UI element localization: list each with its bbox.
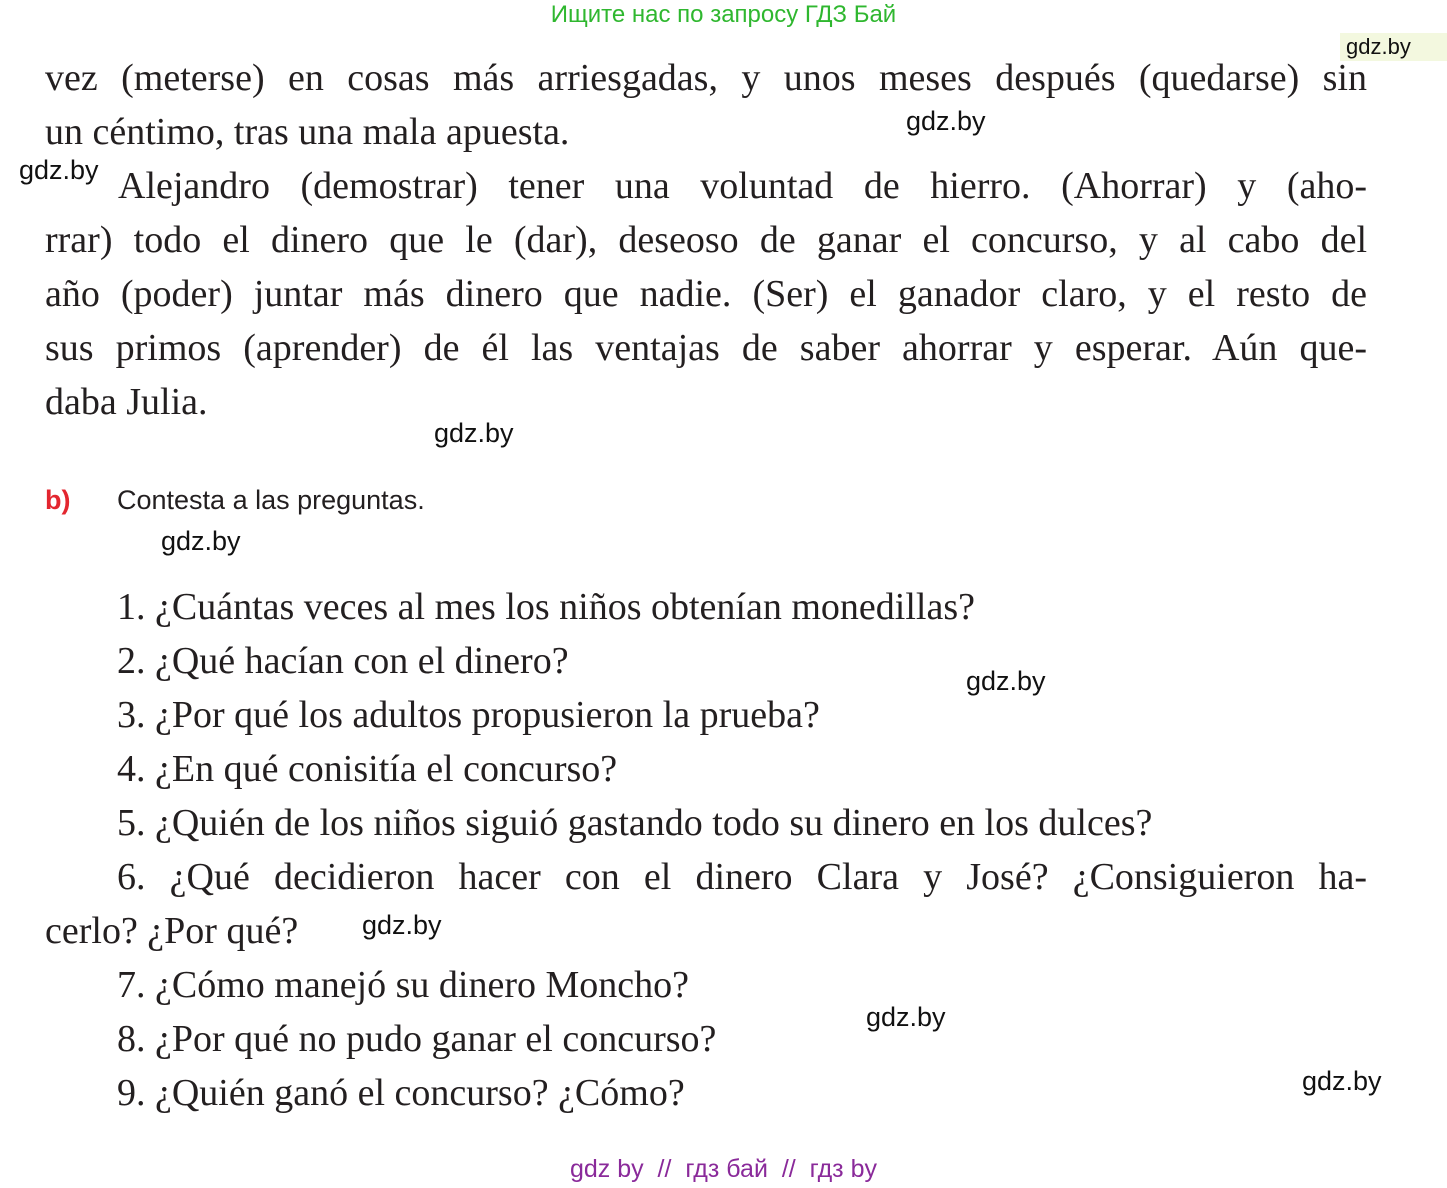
corner-watermark: gdz.by (1340, 33, 1447, 61)
paragraph-line: daba Julia. (45, 381, 208, 423)
watermark: gdz.by (362, 910, 442, 940)
question-item: 3. ¿Por qué los adultos propusieron la prueba? (117, 694, 820, 736)
question-item: 9. ¿Quién ganó el concurso? ¿Cómo? (117, 1072, 685, 1114)
footer-watermark: gdz by // гдз бай // гдз by (569, 1155, 877, 1183)
question-item: 1. ¿Cuántas veces al mes los niños obtenían monedillas? (117, 586, 975, 628)
watermark: gdz.by (906, 106, 986, 136)
paragraph-line: rrar) todo el dinero que le (dar), deseoso de ganar el concurso, y al cabo del (45, 219, 1367, 261)
paragraph-line: Alejandro (demostrar) tener una voluntad de hierro. (Ahorrar) y (aho- (118, 165, 1367, 207)
question-item: 5. ¿Quién de los niños siguió gastando todo su dinero en los dulces? (117, 802, 1153, 844)
watermark: gdz.by (966, 666, 1046, 696)
watermark: gdz.by (19, 155, 99, 185)
paragraph-line: vez (meterse) en cosas más arriesgadas, y unos meses después (quedarse) sin (45, 57, 1367, 99)
watermark: gdz.by (161, 526, 241, 556)
question-item: 8. ¿Por qué no pudo ganar el concurso? (117, 1018, 717, 1060)
paragraph-line: un céntimo, tras una mala apuesta. (45, 111, 570, 153)
instruction-text: Contesta a las preguntas. (117, 485, 425, 515)
question-item: 4. ¿En qué conisitía el concurso? (117, 748, 618, 790)
watermark: gdz.by (434, 418, 514, 448)
question-item: 2. ¿Qué hacían con el dinero? (117, 640, 569, 682)
watermark: gdz.by (1302, 1066, 1382, 1096)
exercise-marker: b) (45, 485, 71, 515)
question-item: 6. ¿Qué decidieron hacer con el dinero Clara y José? ¿Consiguieron ha- (117, 856, 1367, 898)
exercise-instruction (45, 482, 425, 518)
paragraph-line: sus primos (aprender) de él las ventajas de saber ahorrar y esperar. Aún que- (45, 327, 1367, 369)
search-banner: Ищите нас по запросу ГДЗ Бай (550, 1, 897, 28)
paragraph-line: año (poder) juntar más dinero que nadie. (Ser) el ganador claro, y el resto de (45, 273, 1367, 315)
watermark: gdz.by (866, 1002, 946, 1032)
question-item-continuation: cerlo? ¿Por qué? (45, 910, 299, 952)
question-item: 7. ¿Cómo manejó su dinero Moncho? (117, 964, 690, 1006)
